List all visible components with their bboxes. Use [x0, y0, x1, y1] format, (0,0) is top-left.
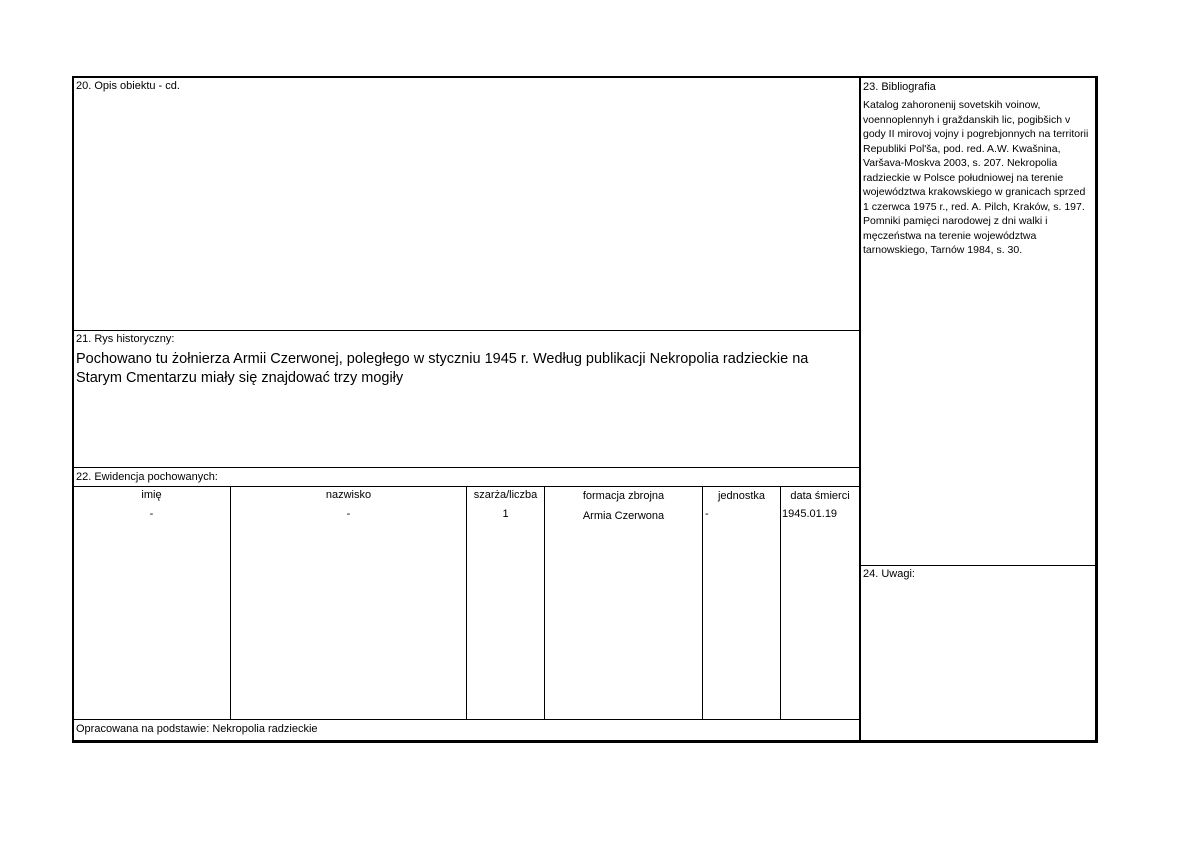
section-24-label: 24. Uwagi: — [863, 568, 915, 580]
table-cell-last-name: - — [346, 508, 351, 520]
column-divider — [859, 76, 861, 743]
table-col-sep — [702, 486, 703, 719]
historical-text: Pochowano tu żołnierza Armii Czerwonej, poległego w styczniu 1945 r. Według publikacji Nekropolia radzieckie na Starym Cmentarzu miały się znajdować trzy mogiły — [76, 351, 809, 386]
header-first-name: imię — [141, 489, 162, 501]
section-22-label: 22. Ewidencja pochowanych: — [76, 471, 218, 483]
header-death-date: data śmierci — [790, 490, 850, 502]
table-cell-formation: Armia Czerwona — [582, 510, 665, 522]
table-cell-first-name: - — [149, 508, 154, 520]
divider-table-footer — [72, 719, 860, 720]
header-rank-count: szarża/liczba — [473, 489, 538, 501]
bibliography-text: Katalog zahoronenij sovetskih voinow, voennoplennyh i graždanskih lic, pogibšich v gody II mirovoj vojny i pogrebjonnych na territorii Republiki Pol'ša, pod. red. A.W. Kwašnina, Varšava-Moskva 2003, s. 207. Nekropolia radzieckie w Polsce południowej na terenie województwa krakowskiego w granicach sprzed 1 czerwca 1975 r., red. A. Pilch, Kraków, s. 197. Pomniki pamięci narodowej z dni walki i męczeństwa na terenie województwa tarnowskiego, Tarnów 1984, s. 30. — [863, 99, 1089, 256]
header-last-name: nazwisko — [325, 489, 372, 501]
divider-23-24 — [860, 565, 1097, 566]
table-cell-rank-count: 1 — [502, 508, 509, 520]
section-21-label: 21. Rys historyczny: — [76, 333, 175, 345]
source-note: Opracowana na podstawie: Nekropolia radzieckie — [76, 723, 318, 735]
table-cell-death-date: 1945.01.19 — [782, 508, 838, 520]
table-col-sep — [780, 486, 781, 719]
divider-20-21 — [72, 330, 860, 331]
table-cell-unit: - — [705, 508, 709, 520]
header-formation: formacja zbrojna — [582, 490, 665, 502]
table-col-sep — [466, 486, 467, 719]
section-23-label: 23. Bibliografia — [863, 81, 936, 93]
table-col-sep — [230, 486, 231, 719]
section-20-label: 20. Opis obiektu - cd. — [76, 80, 180, 92]
divider-21-22 — [72, 467, 860, 468]
header-unit: jednostka — [717, 490, 766, 502]
